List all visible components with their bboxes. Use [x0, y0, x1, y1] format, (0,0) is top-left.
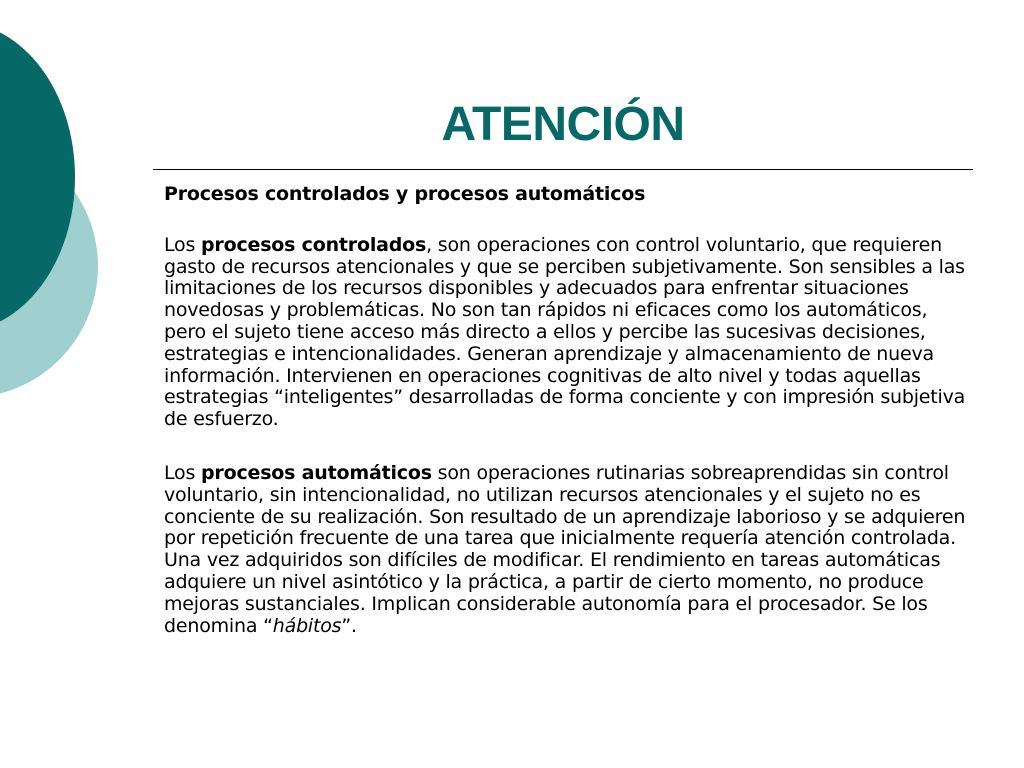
- paragraph-2-suffix: ”.: [341, 614, 357, 637]
- slide-subtitle: Procesos controlados y procesos automáticos: [164, 183, 646, 205]
- slide-title: ATENCIÓN: [441, 98, 685, 151]
- paragraph-1-term: procesos controlados: [201, 233, 427, 256]
- paragraph-2-italic-term: hábitos: [272, 614, 342, 637]
- paragraph-automatic-processes: [164, 463, 972, 637]
- paragraph-2-text: son operaciones rutinarias sobreaprendidas sin control voluntario, sin intencionalidad, no utilizan recursos atencionales y el sujeto no es conciente de su realización. Son resultado de un aprendizaje laborioso y se adquieren por repetición frecuente de una tarea que inicialmente requería atención controlada. Una vez adquiridos son difíciles de modificar. El rendimiento en tareas automáticas adquiere un nivel asintótico y la práctica, a partir de cierto momento, no produce mejoras sustanciales. Implican considerable autonomía para el procesador. Se los denomina “: [164, 461, 966, 637]
- title-divider: [153, 169, 973, 170]
- paragraph-2-term: procesos automáticos: [201, 461, 432, 484]
- paragraph-1-text: , son operaciones con control voluntario, que requieren gasto de recursos atencionales y que se perciben subjetivamente. Son sensibles a las limitaciones de los recursos disponibles y adecuados para enfrentar situaciones novedosas y problemáticas. No son tan rápidos ni eficaces como los automáticos, pero el sujeto tiene acceso más directo a ellos y percibe las sucesivas decisiones, estrategias e intencionalidades. Generan aprendizaje y almacenamiento de nueva información. Intervienen en operaciones cognitivas de alto nivel y todas aquellas estrategias “inteligentes” desarrolladas de forma conciente y con impresión subjetiva de esfuerzo.: [164, 233, 966, 431]
- paragraph-2-prefix: Los: [164, 461, 202, 484]
- paragraph-1-prefix: Los: [164, 233, 202, 256]
- paragraph-controlled-processes: [164, 235, 972, 431]
- slide-body: [164, 184, 972, 637]
